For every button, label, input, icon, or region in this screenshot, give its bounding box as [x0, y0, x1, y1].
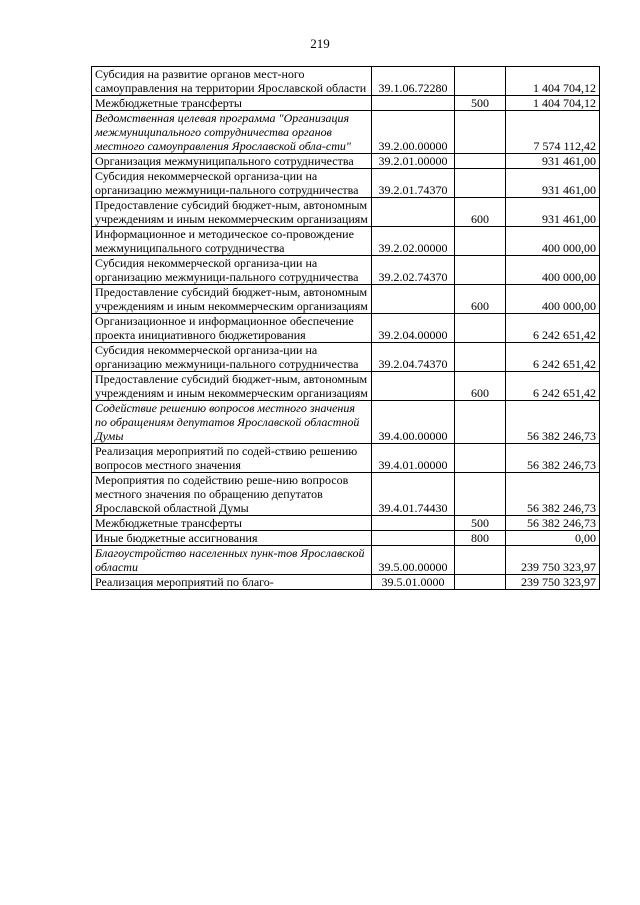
row-amount-cell: 400 000,00 — [506, 285, 600, 314]
row-amount-cell: 6 242 651,42 — [506, 343, 600, 372]
budget-table-body — [92, 67, 600, 590]
row-amount-cell: 931 461,00 — [506, 169, 600, 198]
row-code-cell: 39.2.02.74370 — [372, 256, 455, 285]
table-row — [92, 256, 600, 285]
table-row — [92, 546, 600, 575]
row-name-cell: Реализация мероприятий по содей-ствию решению вопросов местного значения — [92, 444, 372, 473]
row-type-cell — [455, 169, 506, 198]
row-amount-cell: 6 242 651,42 — [506, 314, 600, 343]
row-type-cell: 600 — [455, 372, 506, 401]
row-name-cell: Мероприятия по содействию реше-нию вопросов местного значения по обращению депутатов Ярославской областной Думы — [92, 473, 372, 516]
row-name-cell: Организация межмуниципального сотрудничества — [92, 154, 372, 169]
row-name-cell: Предоставление субсидий бюджет-ным, автономным учреждениям и иным некоммерческим организациям — [92, 198, 372, 227]
row-type-cell: 600 — [455, 285, 506, 314]
row-name-cell: Предоставление субсидий бюджет-ным, автономным учреждениям и иным некоммерческим организациям — [92, 372, 372, 401]
row-name-cell: Межбюджетные трансферты — [92, 516, 372, 531]
row-amount-cell: 1 404 704,12 — [506, 96, 600, 111]
table-row — [92, 401, 600, 444]
row-type-cell — [455, 314, 506, 343]
row-type-cell — [455, 154, 506, 169]
table-row — [92, 575, 600, 590]
row-amount-cell: 239 750 323,97 — [506, 575, 600, 590]
row-name-cell: Реализация мероприятий по благо- — [92, 575, 372, 590]
row-type-cell — [455, 401, 506, 444]
row-type-cell — [455, 256, 506, 285]
table-row — [92, 444, 600, 473]
row-code-cell: 39.2.04.00000 — [372, 314, 455, 343]
row-amount-cell: 400 000,00 — [506, 227, 600, 256]
row-code-cell — [372, 516, 455, 531]
row-type-cell — [455, 473, 506, 516]
row-type-cell — [455, 575, 506, 590]
row-amount-cell: 400 000,00 — [506, 256, 600, 285]
budget-table — [91, 66, 600, 590]
row-name-cell: Предоставление субсидий бюджет-ным, автономным учреждениям и иным некоммерческим организациям — [92, 285, 372, 314]
row-amount-cell: 1 404 704,12 — [506, 67, 600, 96]
row-name-cell: Межбюджетные трансферты — [92, 96, 372, 111]
table-row — [92, 314, 600, 343]
row-name-cell: Субсидия некоммерческой организа-ции на организацию межмуници-пального сотрудничества — [92, 256, 372, 285]
table-row — [92, 285, 600, 314]
row-type-cell: 500 — [455, 96, 506, 111]
table-row — [92, 67, 600, 96]
row-type-cell — [455, 343, 506, 372]
row-amount-cell: 56 382 246,73 — [506, 401, 600, 444]
row-code-cell — [372, 198, 455, 227]
row-amount-cell: 239 750 323,97 — [506, 546, 600, 575]
row-amount-cell: 0,00 — [506, 531, 600, 546]
row-type-cell — [455, 546, 506, 575]
row-code-cell: 39.2.04.74370 — [372, 343, 455, 372]
table-row — [92, 343, 600, 372]
row-name-cell: Субсидия на развитие органов мест-ного самоуправления на территории Ярославской области — [92, 67, 372, 96]
row-code-cell: 39.2.01.00000 — [372, 154, 455, 169]
row-type-cell: 800 — [455, 531, 506, 546]
row-type-cell — [455, 227, 506, 256]
row-name-cell: Иные бюджетные ассигнования — [92, 531, 372, 546]
table-row — [92, 154, 600, 169]
table-row — [92, 531, 600, 546]
row-amount-cell: 6 242 651,42 — [506, 372, 600, 401]
row-type-cell: 600 — [455, 198, 506, 227]
row-name-cell: Благоустройство населенных пунк-тов Ярославской области — [92, 546, 372, 575]
table-row — [92, 169, 600, 198]
table-row — [92, 372, 600, 401]
row-amount-cell: 56 382 246,73 — [506, 444, 600, 473]
row-code-cell — [372, 285, 455, 314]
row-type-cell — [455, 67, 506, 96]
row-type-cell — [455, 444, 506, 473]
table-row — [92, 227, 600, 256]
row-code-cell — [372, 96, 455, 111]
row-code-cell: 39.2.02.00000 — [372, 227, 455, 256]
row-name-cell: Организационное и информационное обеспечение проекта инициативного бюджетирования — [92, 314, 372, 343]
row-type-cell: 500 — [455, 516, 506, 531]
row-code-cell: 39.4.01.00000 — [372, 444, 455, 473]
row-amount-cell: 56 382 246,73 — [506, 473, 600, 516]
row-name-cell: Субсидия некоммерческой организа-ции на организацию межмуници-пального сотрудничества — [92, 343, 372, 372]
row-name-cell: Субсидия некоммерческой организа-ции на организацию межмуници-пального сотрудничества — [92, 169, 372, 198]
row-code-cell — [372, 531, 455, 546]
table-row — [92, 473, 600, 516]
row-code-cell: 39.2.01.74370 — [372, 169, 455, 198]
row-name-cell: Информационное и методическое со-провождение межмуниципального сотрудничества — [92, 227, 372, 256]
table-row — [92, 198, 600, 227]
row-type-cell — [455, 111, 506, 154]
table-row — [92, 516, 600, 531]
row-name-cell: Содействие решению вопросов местного значения по обращениям депутатов Ярославской областной Думы — [92, 401, 372, 444]
row-amount-cell: 7 574 112,42 — [506, 111, 600, 154]
row-name-cell: Ведомственная целевая программа "Организация межмуниципального сотрудничества органов местного самоуправления Ярославской обла-сти" — [92, 111, 372, 154]
row-code-cell: 39.5.01.0000 — [372, 575, 455, 590]
row-amount-cell: 931 461,00 — [506, 154, 600, 169]
row-code-cell: 39.4.00.00000 — [372, 401, 455, 444]
row-amount-cell: 931 461,00 — [506, 198, 600, 227]
table-row — [92, 111, 600, 154]
table-row — [92, 96, 600, 111]
row-code-cell: 39.2.00.00000 — [372, 111, 455, 154]
row-code-cell — [372, 372, 455, 401]
row-code-cell: 39.1.06.72280 — [372, 67, 455, 96]
page-number: 219 — [310, 36, 330, 51]
row-amount-cell: 56 382 246,73 — [506, 516, 600, 531]
row-code-cell: 39.5.00.00000 — [372, 546, 455, 575]
row-code-cell: 39.4.01.74430 — [372, 473, 455, 516]
